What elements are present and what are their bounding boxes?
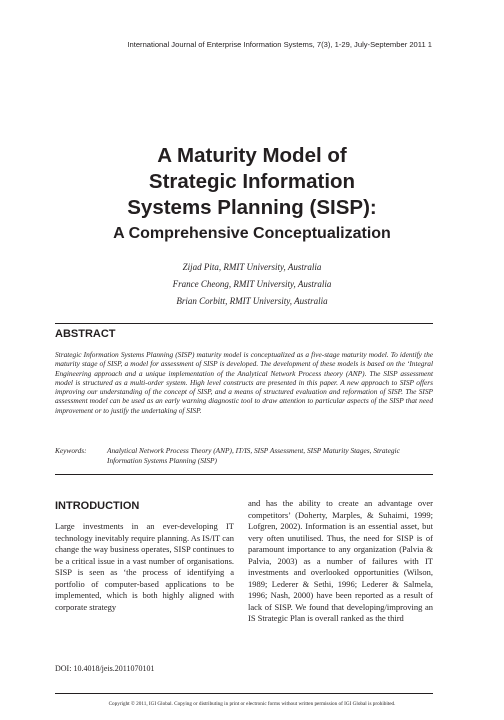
author-3: Brian Corbitt, RMIT University, Australia [176,296,328,306]
abstract-body: Strategic Information Systems Planning (SISP) maturity model is conceptualized as a five-stage maturity model. To identify the maturity stage of SISP, a model for assessment of SISP is developed. The development of these models is based on the ‘Integral Engineering approach and a unique implementation of the Analytical Network Process theory (ANP). The SISP assessment model is structured as a multi-order system. High level constructs are presented in this paper. A new approach to SISP offers improving our understanding of the concept of SISP, and a means of structured evaluation and reformation of SISP. The SISP assessment model can be used as an early warning diagnostic tool to draw attention to particular aspects of the SISP that need improvement or to justify the undertaking of SISP. [55,350,433,415]
introduction-column-2: and has the ability to create an advantage over competitors’ (Doherty, Marples, & Suhaimi, 1999; Lofgren, 2002). Information is an essential asset, but very often unutilised. Thus, the need for SISP is of paramount importance to any organization (Palvia & Palvia, 2003) as a number of failures with IT investments and overlooked opportunities (Wilson, 1989; Lederer & Sethi, 1996; Lederer & Salmela, 1996; Nash, 2000) have been reported as a result of lack of SISP. We found that developing/improving an IS Strategic Plan is overall ranked as the third [248,498,433,623]
introduction-column-1: Large investments in an ever-developing IT technology inevitably require planning. As IS/IT can change the way business operates, SISP continues to be a critical issue in a vast number of organisations. SISP is seen as ‘the process of identifying a portfolio of computer-based applications to be implemented, which is both highly aligned with corporate strategy [55,521,235,612]
abstract-top-divider [55,323,433,324]
abstract-heading: ABSTRACT [55,328,116,340]
paper-subtitle: A Comprehensive Conceptualization [113,225,391,242]
author-2: France Cheong, RMIT University, Australia [172,279,332,289]
author-1: Zijad Pita, RMIT University, Australia [182,262,322,272]
copyright-notice: Copyright © 2011, IGI Global. Copying or distributing in print or electronic forms without written permission of IGI Global is prohibited. [108,701,396,707]
keywords-divider [55,474,433,475]
running-header: International Journal of Enterprise Information Systems, 7(3), 1-29, July-September 2011 1 [127,40,432,49]
keywords-list: Analytical Network Process Theory (ANP), IT/IS, SISP Assessment, SISP Maturity Stages, Strategic Information Systems Planning (SISP) [107,446,400,465]
footer-divider [55,693,433,694]
keywords-label: Keywords: [55,446,87,455]
title-line-3: Systems Planning (SISP): [127,196,377,219]
title-line-2: Strategic Information [148,170,356,193]
title-line-1: A Maturity Model of [157,144,347,167]
paper-title [40,143,464,221]
introduction-heading: INTRODUCTION [55,500,140,512]
doi: DOI: 10.4018/jeis.2011070101 [55,664,155,673]
